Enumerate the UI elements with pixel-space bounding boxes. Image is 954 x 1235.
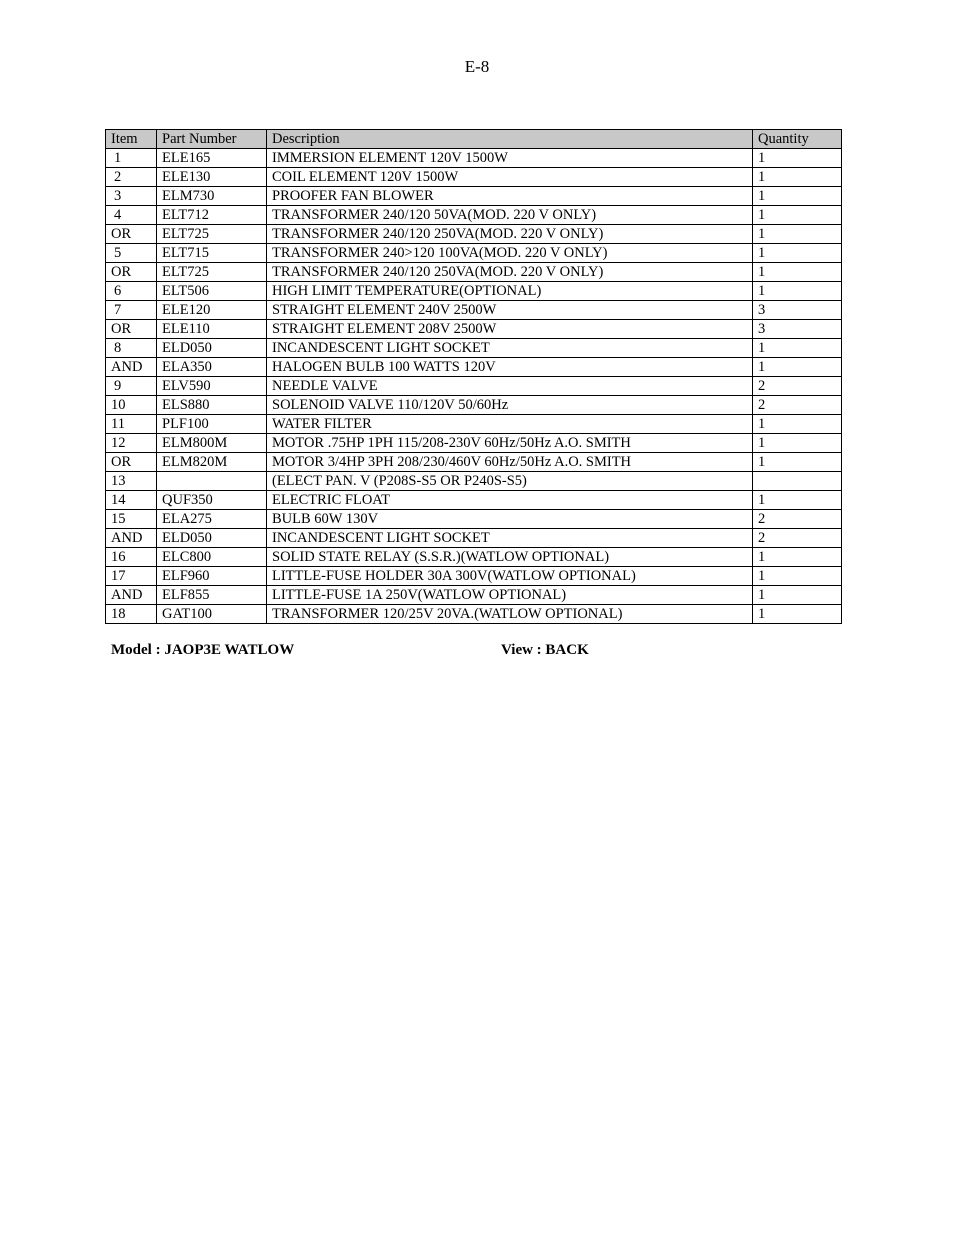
quantity-cell: 1 [753, 263, 842, 282]
quantity-cell: 1 [753, 282, 842, 301]
part-number-cell: ELE165 [157, 149, 267, 168]
description-cell: HALOGEN BULB 100 WATTS 120V [267, 358, 753, 377]
description-cell: WATER FILTER [267, 415, 753, 434]
quantity-cell: 2 [753, 396, 842, 415]
description-cell: TRANSFORMER 240/120 250VA(MOD. 220 V ONLY) [267, 263, 753, 282]
item-cell: 10 [106, 396, 157, 415]
description-cell: SOLENOID VALVE 110/120V 50/60Hz [267, 396, 753, 415]
item-cell: 12 [106, 434, 157, 453]
part-number-cell: ELT506 [157, 282, 267, 301]
parts-table [105, 129, 842, 624]
item-cell: OR [106, 320, 157, 339]
table-row [106, 282, 842, 301]
table-row [106, 225, 842, 244]
item-cell: 6 [106, 282, 157, 301]
description-cell: IMMERSION ELEMENT 120V 1500W [267, 149, 753, 168]
page-number: E-8 [464, 57, 490, 76]
item-cell: OR [106, 453, 157, 472]
item-cell: 3 [106, 187, 157, 206]
part-number-cell: ELT725 [157, 225, 267, 244]
part-number-cell: PLF100 [157, 415, 267, 434]
description-cell: PROOFER FAN BLOWER [267, 187, 753, 206]
part-number-cell: ELF960 [157, 567, 267, 586]
part-number-cell: ELA275 [157, 510, 267, 529]
description-cell: INCANDESCENT LIGHT SOCKET [267, 529, 753, 548]
description-cell: TRANSFORMER 240>120 100VA(MOD. 220 V ONLY) [267, 244, 753, 263]
part-number-cell: ELM820M [157, 453, 267, 472]
description-cell: HIGH LIMIT TEMPERATURE(OPTIONAL) [267, 282, 753, 301]
table-row [106, 320, 842, 339]
table-row [106, 377, 842, 396]
table-row [106, 510, 842, 529]
description-cell: NEEDLE VALVE [267, 377, 753, 396]
table-row [106, 434, 842, 453]
quantity-cell: 1 [753, 149, 842, 168]
table-row [106, 206, 842, 225]
item-cell: 14 [106, 491, 157, 510]
description-cell: (ELECT PAN. V (P208S-S5 OR P240S-S5) [267, 472, 753, 491]
part-number-cell: ELC800 [157, 548, 267, 567]
quantity-cell: 1 [753, 168, 842, 187]
quantity-cell: 2 [753, 377, 842, 396]
header-item: Item [106, 130, 157, 149]
description-cell: BULB 60W 130V [267, 510, 753, 529]
quantity-cell: 1 [753, 453, 842, 472]
description-cell: TRANSFORMER 240/120 250VA(MOD. 220 V ONLY) [267, 225, 753, 244]
table-header-row [106, 130, 842, 149]
quantity-cell: 2 [753, 510, 842, 529]
item-cell: AND [106, 358, 157, 377]
part-number-cell: ELE130 [157, 168, 267, 187]
table-row [106, 586, 842, 605]
quantity-cell: 1 [753, 415, 842, 434]
table-row [106, 339, 842, 358]
table-row [106, 358, 842, 377]
table-row [106, 472, 842, 491]
part-number-cell: ELE110 [157, 320, 267, 339]
table-row [106, 187, 842, 206]
table-row [106, 396, 842, 415]
item-cell: 16 [106, 548, 157, 567]
table-row [106, 453, 842, 472]
table-row [106, 491, 842, 510]
item-cell: AND [106, 529, 157, 548]
item-cell: 5 [106, 244, 157, 263]
quantity-cell: 2 [753, 529, 842, 548]
description-cell: COIL ELEMENT 120V 1500W [267, 168, 753, 187]
item-cell: 17 [106, 567, 157, 586]
table-row [106, 529, 842, 548]
header-description: Description [267, 130, 753, 149]
quantity-cell: 1 [753, 244, 842, 263]
description-cell: MOTOR .75HP 1PH 115/208-230V 60Hz/50Hz A.O. SMITH [267, 434, 753, 453]
quantity-cell: 1 [753, 491, 842, 510]
item-cell: 1 [106, 149, 157, 168]
item-cell: 8 [106, 339, 157, 358]
part-number-cell: ELD050 [157, 529, 267, 548]
part-number-cell: GAT100 [157, 605, 267, 624]
part-number-cell: ELM730 [157, 187, 267, 206]
part-number-cell: ELT725 [157, 263, 267, 282]
quantity-cell: 1 [753, 358, 842, 377]
item-cell: OR [106, 263, 157, 282]
quantity-cell: 1 [753, 605, 842, 624]
item-cell: OR [106, 225, 157, 244]
item-cell: 15 [106, 510, 157, 529]
description-cell: TRANSFORMER 240/120 50VA(MOD. 220 V ONLY) [267, 206, 753, 225]
item-cell: 4 [106, 206, 157, 225]
quantity-cell [753, 472, 842, 491]
quantity-cell: 1 [753, 225, 842, 244]
description-cell: TRANSFORMER 120/25V 20VA.(WATLOW OPTIONAL) [267, 605, 753, 624]
item-cell: 13 [106, 472, 157, 491]
description-cell: MOTOR 3/4HP 3PH 208/230/460V 60Hz/50Hz A.O. SMITH [267, 453, 753, 472]
part-number-cell: ELS880 [157, 396, 267, 415]
header-quantity: Quantity [753, 130, 842, 149]
item-cell: 7 [106, 301, 157, 320]
table-row [106, 244, 842, 263]
description-cell: LITTLE-FUSE 1A 250V(WATLOW OPTIONAL) [267, 586, 753, 605]
part-number-cell [157, 472, 267, 491]
quantity-cell: 1 [753, 434, 842, 453]
description-cell: INCANDESCENT LIGHT SOCKET [267, 339, 753, 358]
part-number-cell: ELT712 [157, 206, 267, 225]
item-cell: AND [106, 586, 157, 605]
table-row [106, 149, 842, 168]
table-row [106, 548, 842, 567]
part-number-cell: ELE120 [157, 301, 267, 320]
table-row [106, 301, 842, 320]
item-cell: 18 [106, 605, 157, 624]
quantity-cell: 3 [753, 320, 842, 339]
part-number-cell: ELV590 [157, 377, 267, 396]
table-row [106, 168, 842, 187]
description-cell: LITTLE-FUSE HOLDER 30A 300V(WATLOW OPTIONAL) [267, 567, 753, 586]
table-row [106, 415, 842, 434]
parts-table-body [106, 149, 842, 624]
item-cell: 9 [106, 377, 157, 396]
part-number-cell: ELF855 [157, 586, 267, 605]
quantity-cell: 1 [753, 567, 842, 586]
quantity-cell: 1 [753, 206, 842, 225]
table-row [106, 605, 842, 624]
quantity-cell: 1 [753, 187, 842, 206]
header-part-number: Part Number [157, 130, 267, 149]
view-label: View : BACK [501, 642, 589, 658]
table-row [106, 567, 842, 586]
description-cell: STRAIGHT ELEMENT 208V 2500W [267, 320, 753, 339]
item-cell: 11 [106, 415, 157, 434]
quantity-cell: 1 [753, 339, 842, 358]
part-number-cell: QUF350 [157, 491, 267, 510]
model-label: Model : JAOP3E WATLOW [111, 642, 295, 658]
description-cell: STRAIGHT ELEMENT 240V 2500W [267, 301, 753, 320]
description-cell: ELECTRIC FLOAT [267, 491, 753, 510]
quantity-cell: 3 [753, 301, 842, 320]
item-cell: 2 [106, 168, 157, 187]
part-number-cell: ELT715 [157, 244, 267, 263]
part-number-cell: ELM800M [157, 434, 267, 453]
quantity-cell: 1 [753, 586, 842, 605]
quantity-cell: 1 [753, 548, 842, 567]
part-number-cell: ELD050 [157, 339, 267, 358]
description-cell: SOLID STATE RELAY (S.S.R.)(WATLOW OPTIONAL) [267, 548, 753, 567]
part-number-cell: ELA350 [157, 358, 267, 377]
table-row [106, 263, 842, 282]
